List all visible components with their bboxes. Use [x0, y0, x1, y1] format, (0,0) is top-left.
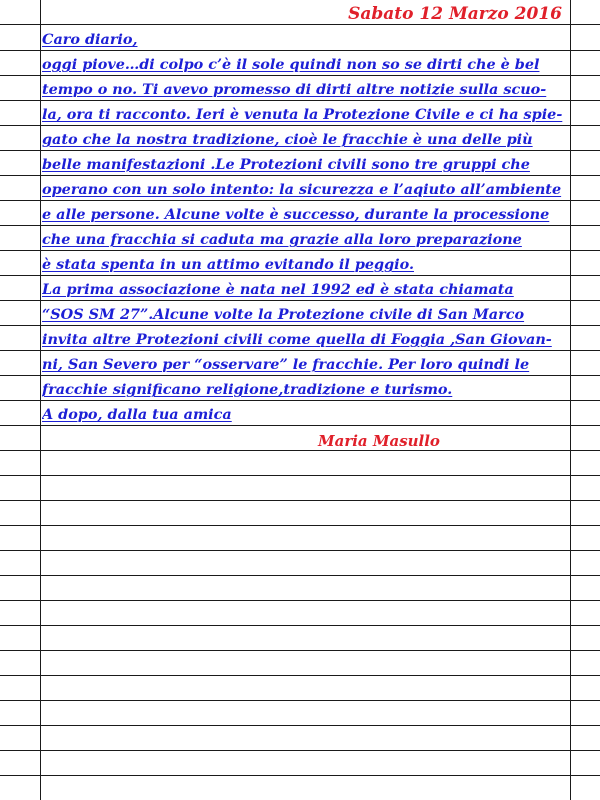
signature: Maria Masullo: [318, 432, 440, 450]
ruled-line: [0, 675, 600, 676]
letter-line: invita altre Protezioni civili come quella di Foggia ,San Giovan-: [42, 331, 552, 348]
ruled-line: [0, 700, 600, 701]
ruled-line: [0, 24, 600, 25]
ruled-line: [0, 100, 600, 101]
ruled-line: [0, 225, 600, 226]
letter-line: “SOS SM 27”.Alcune volte la Protezione civile di San Marco: [42, 306, 525, 323]
ruled-line: [0, 550, 600, 551]
ruled-line: [0, 425, 600, 426]
letter-line: gato che la nostra tradizione, cioè le fracchie è una delle più: [42, 131, 533, 148]
ruled-line: [0, 375, 600, 376]
ruled-line: [0, 650, 600, 651]
ruled-line: [0, 125, 600, 126]
ruled-line: [0, 575, 600, 576]
left-margin-line: [40, 0, 41, 800]
letter-line: è stata spenta in un attimo evitando il peggio.: [42, 256, 414, 273]
ruled-line: [0, 725, 600, 726]
letter-line: operano con un solo intento: la sicurezza e l’aqiuto all’ambiente: [42, 181, 562, 198]
ruled-line: [0, 175, 600, 176]
letter-line: tempo o no. Ti avevo promesso di dirti altre notizie sulla scuo-: [42, 81, 547, 98]
ruled-line: [0, 350, 600, 351]
ruled-line: [0, 75, 600, 76]
letter-line: belle manifestazioni .Le Protezioni civili sono tre gruppi che: [42, 156, 530, 173]
right-margin-line: [570, 0, 571, 800]
ruled-line: [0, 500, 600, 501]
letter-line: A dopo, dalla tua amica: [42, 406, 232, 423]
letter-line: oggi piove…di colpo c’è il sole quindi non so se dirti che è bel: [42, 56, 540, 73]
ruled-line: [0, 275, 600, 276]
diary-date: Sabato 12 Marzo 2016: [348, 4, 562, 24]
letter-line: che una fracchia si caduta ma grazie alla loro preparazione: [42, 231, 522, 248]
letter-line: e alle persone. Alcune volte è successo, durante la processione: [42, 206, 550, 223]
ruled-line: [0, 775, 600, 776]
ruled-line: [0, 50, 600, 51]
ruled-line: [0, 525, 600, 526]
letter-line: ni, San Severo per “osservare” le fracchie. Per loro quindi le: [42, 356, 530, 373]
letter-line: fracchie significano religione,tradizione e turismo.: [42, 381, 453, 398]
ruled-line: [0, 200, 600, 201]
ruled-line: [0, 475, 600, 476]
letter-line: La prima associazione è nata nel 1992 ed è stata chiamata: [42, 281, 514, 298]
letter-line: Caro diario,: [42, 31, 138, 48]
ruled-line: [0, 625, 600, 626]
ruled-line: [0, 250, 600, 251]
ruled-line: [0, 400, 600, 401]
ruled-line: [0, 300, 600, 301]
ruled-line: [0, 750, 600, 751]
ruled-line: [0, 150, 600, 151]
ruled-line: [0, 600, 600, 601]
letter-line: la, ora ti racconto. Ieri è venuta la Protezione Civile e ci ha spie-: [42, 106, 563, 123]
ruled-line: [0, 325, 600, 326]
ruled-line: [0, 450, 600, 451]
